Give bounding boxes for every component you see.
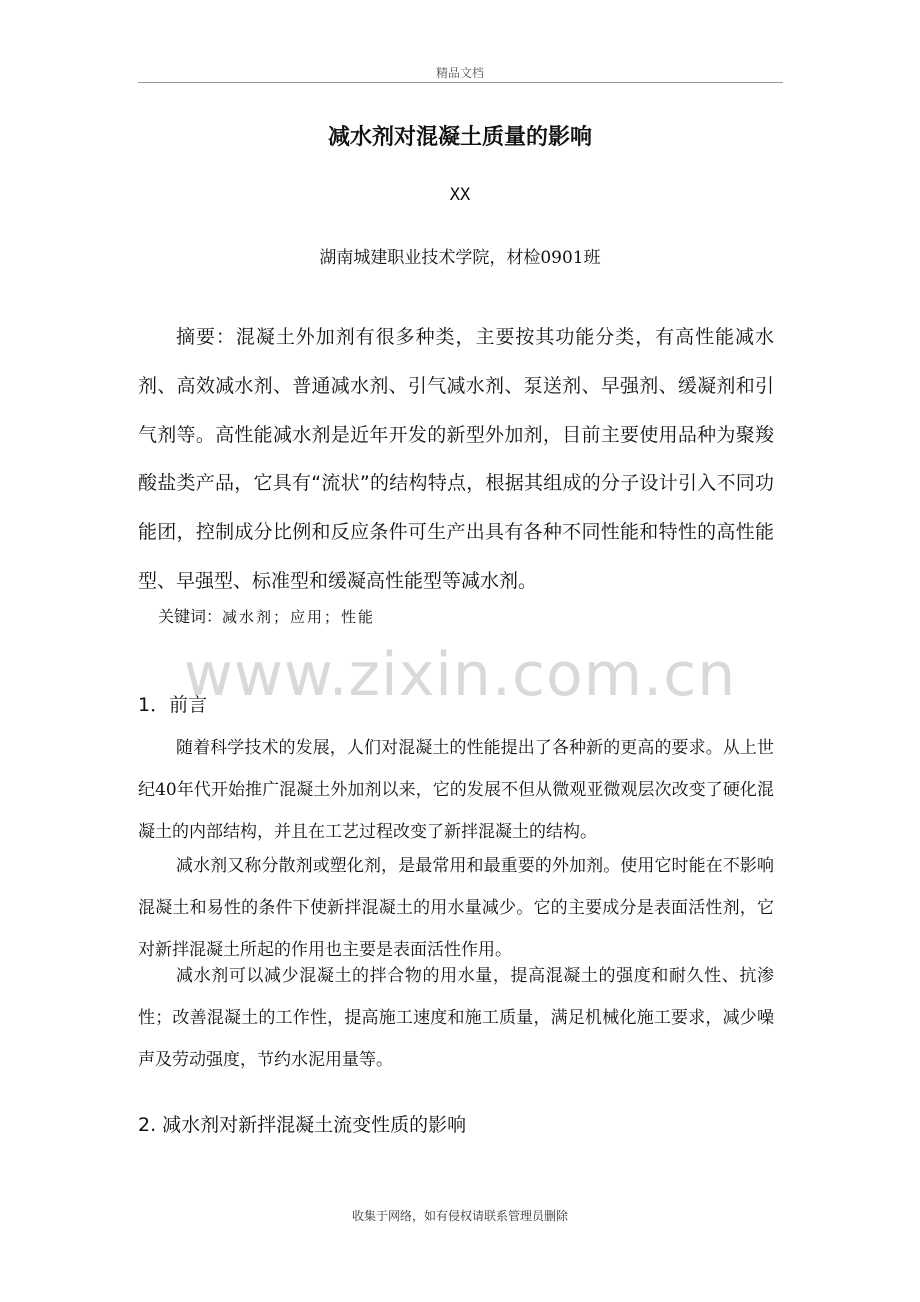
body-paragraph: 减水剂可以减少混凝土的拌合物的用水量，提高混凝土的强度和耐久性、抗渗性；改善混凝土的工作性，提高施工速度和施工质量，满足机械化施工要求，减少噪声及劳动强度，节约水泥用量等。 [138,966,774,1070]
header-divider [138,82,783,83]
section-heading-rheology: 2. 减水剂对新拌混凝土流变性质的影响 [138,1114,467,1136]
author-name: XX [449,185,471,205]
keywords-text: 减水剂；应用；性能 [222,608,376,626]
watermark-text: www.zixin.com.cn [183,640,737,710]
document-title: 减水剂对混凝土质量的影响 [327,125,592,150]
body-paragraph: 减水剂又称分散剂或塑化剂，是最常用和最重要的外加剂。使用它时能在不影响混凝土和易性的条件下使新拌混凝土的用水量减少。它的主要成分是表面活性剂，它对新拌混凝土所起的作用也主要是表面活性作用。 [138,856,774,960]
page-header-text: 精品文档 [435,66,484,80]
section-heading-preface: 1．前言 [138,694,208,716]
body-paragraph: 随着科学技术的发展，人们对混凝土的性能提出了各种新的更高的要求。从上世纪40年代开始推广混凝土外加剂以来，它的发展不但从微观亚微观层次改变了硬化混凝土的内部结构，并且在工艺过程改变了新拌混凝土的结构。 [138,738,774,842]
abstract-paragraph: 摘要：混凝土外加剂有很多种类，主要按其功能分类，有高性能减水剂、高效减水剂、普通减水剂、引气减水剂、泵送剂、早强剂、缓凝剂和引气剂等。高性能减水剂是近年开发的新型外加剂，目前主要使用品种为聚羧酸盐类产品，它具有“流状”的结构特点，根据其组成的分子设计引入不同功能团，控制成分比例和反应条件可生产出具有各种不同性能和特性的高性能型、早强型、标准型和缓凝高性能型等减水剂。 [138,326,774,592]
keywords-line [158,604,375,627]
keywords-label: 关键词： [158,607,223,626]
author-affiliation: 湖南城建职业技术学院，材检0901班 [319,248,601,268]
page-footer-text: 收集于网络，如有侵权请联系管理员删除 [351,1209,568,1223]
